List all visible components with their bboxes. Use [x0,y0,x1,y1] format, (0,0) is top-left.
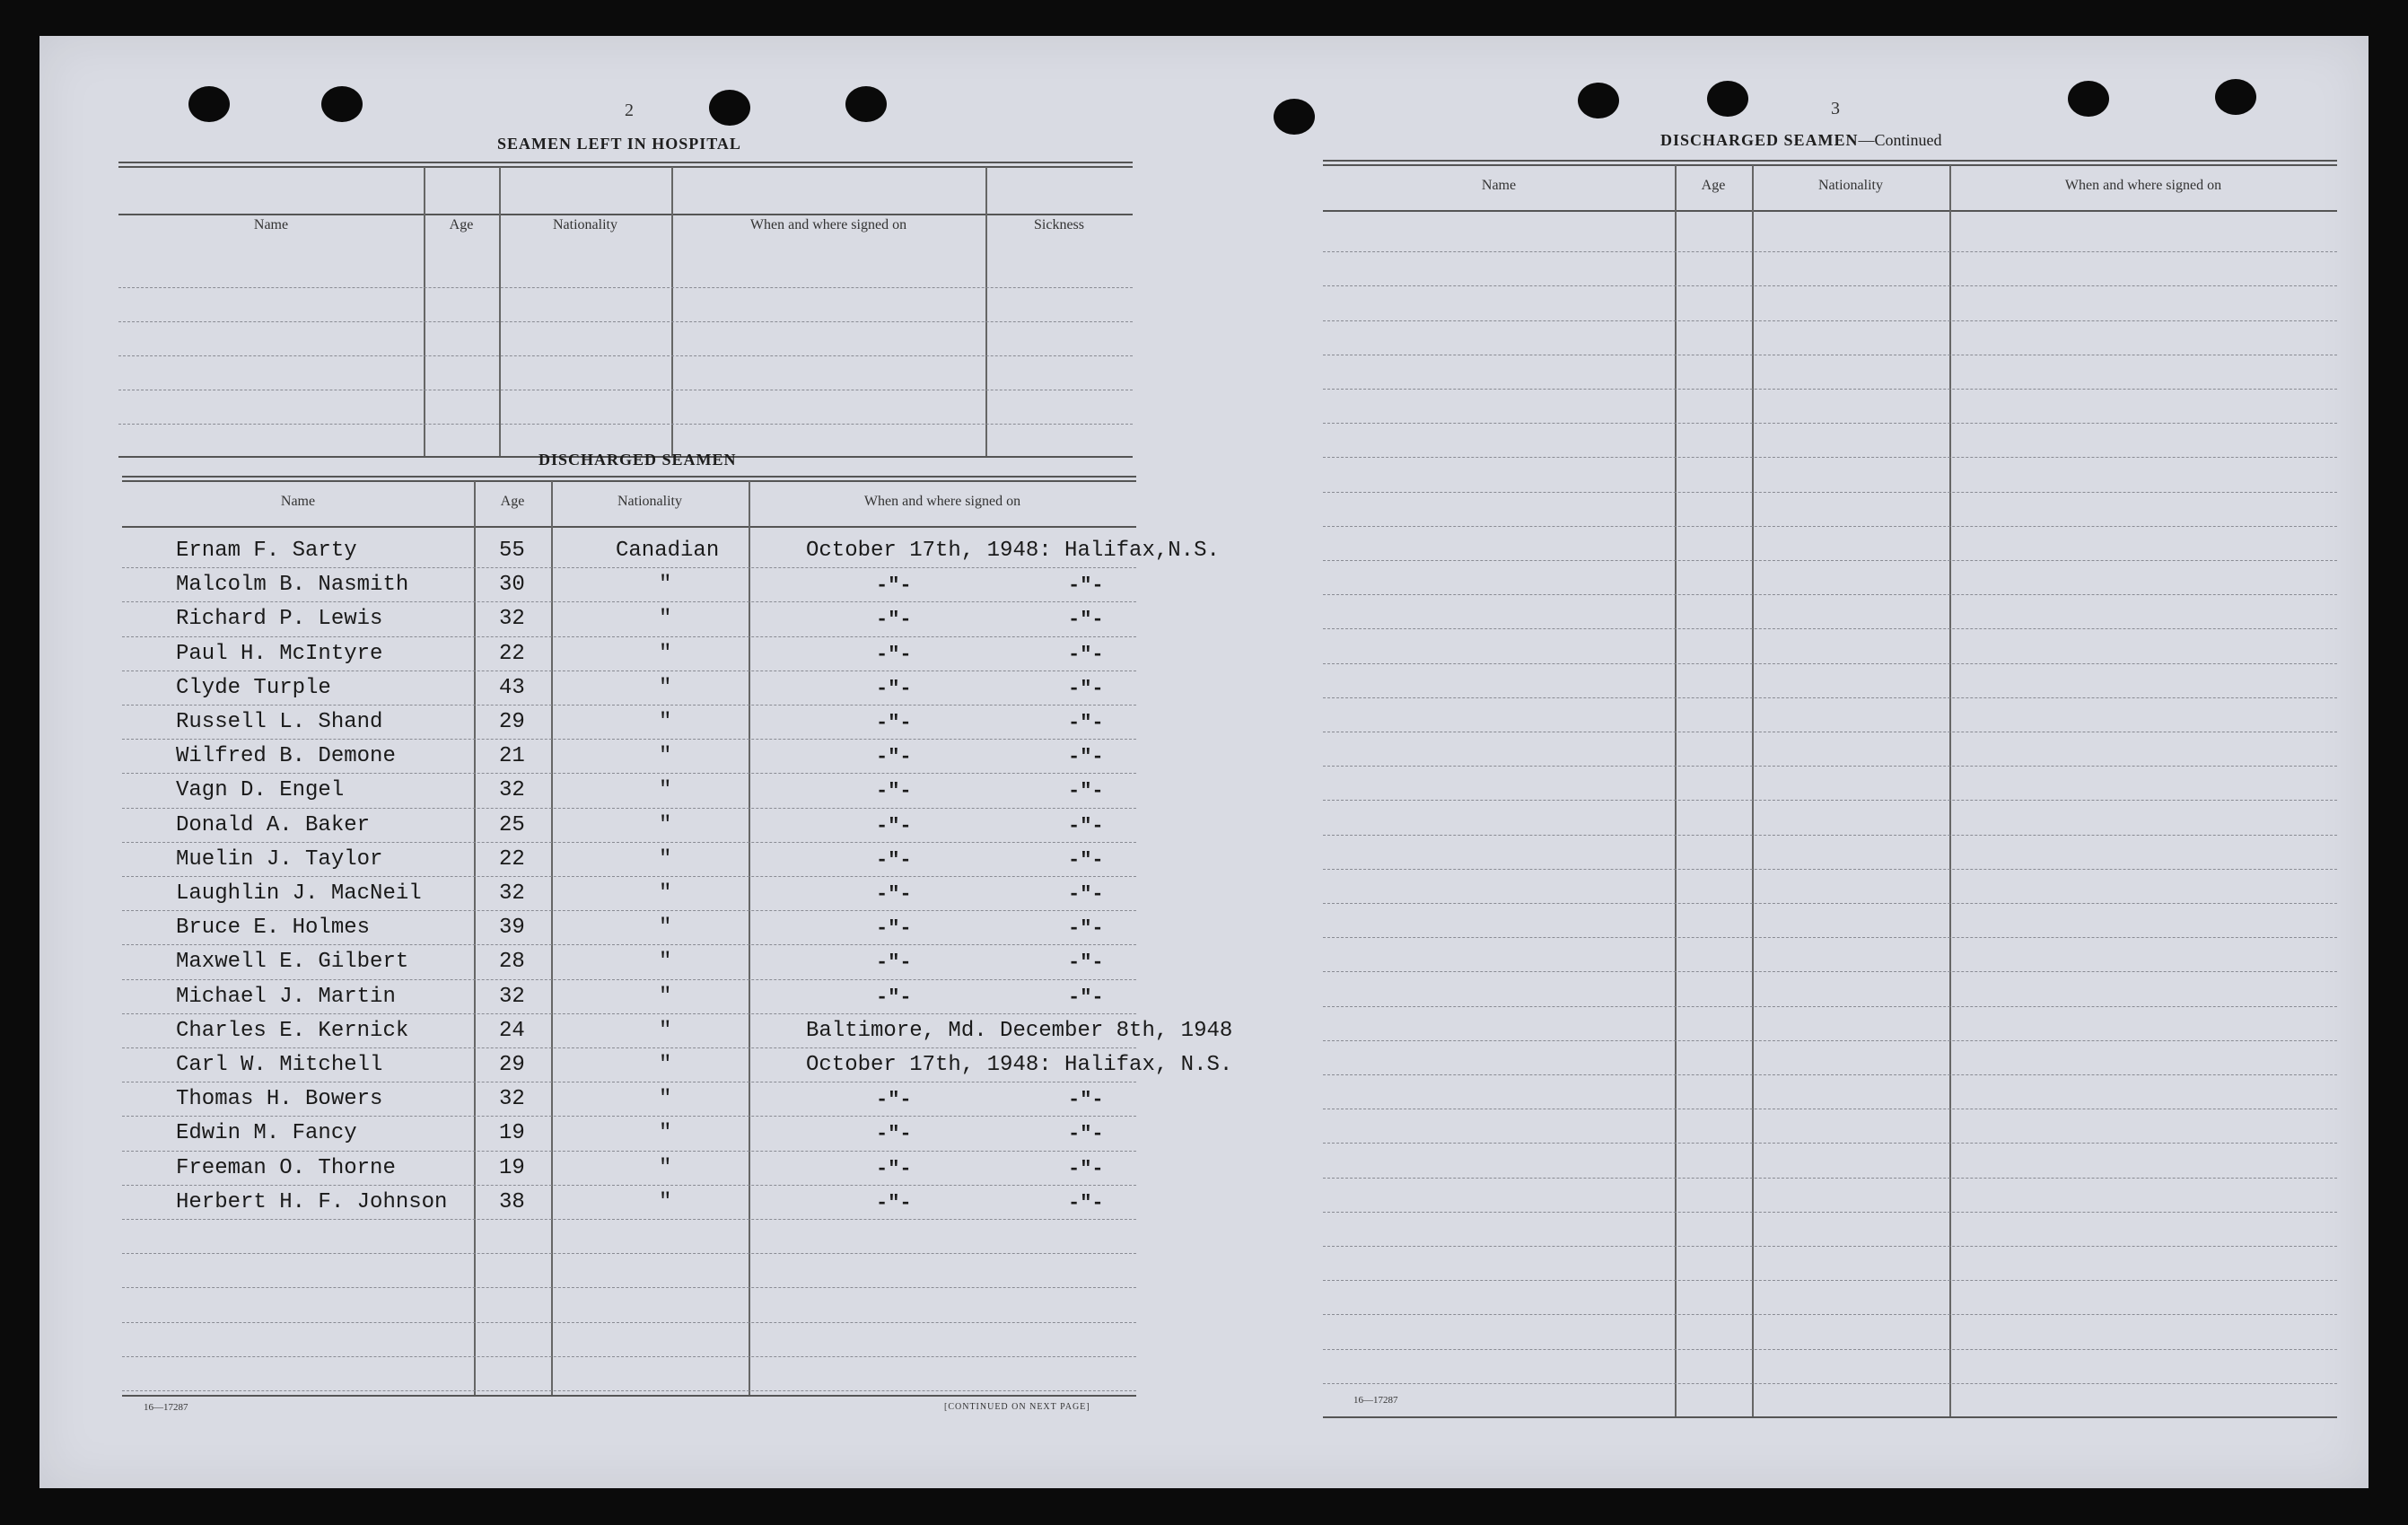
seaman-nationality: " [659,916,672,941]
ditto-mark: -"- [1068,712,1104,734]
ditto-mark: -"- [1068,986,1104,1009]
header-bottom-rule [1323,210,2337,212]
seaman-age: 43 [499,675,525,700]
seaman-age: 24 [499,1018,525,1043]
ditto-mark: -"- [1068,1089,1104,1112]
ditto-mark: -"- [876,1123,912,1146]
column-header-signed-on: When and where signed on [2064,178,2222,193]
row-line [122,1356,1136,1357]
row-line [1323,320,2337,321]
table-row [122,744,1136,778]
ditto-mark: -"- [1068,643,1104,666]
column-header-name: Name [253,217,289,232]
continued-note: [CONTINUED ON NEXT PAGE] [944,1402,1090,1412]
seaman-nationality: " [659,710,672,734]
row-line [1323,423,2337,424]
ditto-mark: -"- [1068,814,1104,837]
row-line [1323,1212,2337,1213]
row-line [1323,971,2337,972]
column-header-nationality: Nationality [1818,178,1883,193]
seaman-name: Ernam F. Sarty [176,539,357,563]
ditto-mark: -"- [876,643,912,666]
table-row [122,950,1136,984]
signed-on-details: October 17th, 1948: Halifax,N.S. [806,539,1220,563]
ditto-mark: -"- [1068,677,1104,700]
ditto-mark: -"- [876,1191,912,1214]
row-line [118,355,1133,356]
section-title-text: DISCHARGED SEAMEN [1660,131,1859,149]
seaman-name: Wilfred B. Demone [176,744,396,769]
ditto-mark: -"- [1068,917,1104,941]
continued-section-title [1660,131,1942,150]
table-row [122,642,1136,676]
row-line [1323,697,2337,698]
seaman-age: 32 [499,1087,525,1112]
seaman-age: 21 [499,744,525,769]
table-row [122,778,1136,812]
table-row [122,847,1136,881]
seaman-age: 19 [499,1121,525,1146]
column-header-nationality: Nationality [617,494,682,509]
seaman-name: Russell L. Shand [176,710,383,734]
page-number: 2 [625,101,634,120]
seaman-age: 39 [499,916,525,941]
table-row [122,607,1136,641]
column-header-age: Age [1701,178,1726,193]
right-page [1206,36,2364,1488]
column-header-signed-on: When and where signed on [749,217,907,232]
table-top-rule [122,476,1136,482]
row-line [1323,389,2337,390]
row-line [118,321,1133,322]
seaman-name: Charles E. Kernick [176,1018,409,1043]
document-sheet [39,36,2369,1488]
row-line [1323,1178,2337,1179]
seaman-nationality: " [659,573,672,598]
ditto-mark: -"- [876,1157,912,1180]
row-line [1323,835,2337,836]
row-line [1323,457,2337,458]
row-line [1323,1383,2337,1384]
table-row [122,710,1136,744]
row-line [1323,1246,2337,1247]
discharged-section-title: DISCHARGED SEAMEN [539,451,737,469]
row-line [1323,1040,2337,1041]
ditto-mark: -"- [1068,951,1104,975]
seaman-nationality: " [659,675,672,700]
seaman-name: Muelin J. Taylor [176,846,383,872]
ditto-mark: -"- [1068,746,1104,769]
ditto-mark: -"- [1068,1123,1104,1146]
seaman-name: Edwin M. Fancy [176,1121,357,1146]
seaman-name: Clyde Turple [176,675,331,700]
ditto-mark: -"- [876,746,912,769]
ditto-mark: -"- [876,917,912,941]
table-row [122,881,1136,916]
column-divider [671,167,673,456]
seaman-age: 28 [499,950,525,975]
table-row [122,1190,1136,1224]
form-number: 16—17287 [1353,1395,1398,1406]
ditto-mark: -"- [876,712,912,734]
ditto-mark: -"- [876,780,912,803]
row-line [1323,663,2337,664]
table-row [122,1018,1233,1053]
row-line [1323,1143,2337,1144]
seaman-nationality: " [659,641,672,666]
table-row [122,985,1136,1019]
row-line [1323,1280,2337,1281]
page-number: 3 [1831,99,1840,118]
ditto-mark: -"- [876,574,912,598]
seaman-name: Richard P. Lewis [176,607,383,632]
column-header-age: Age [500,494,525,509]
seaman-nationality: " [659,950,672,975]
column-divider [1949,165,1951,1416]
ditto-mark: -"- [1068,883,1104,906]
ditto-mark: -"- [876,677,912,700]
hospital-table [118,162,1133,458]
ditto-mark: -"- [1068,1157,1104,1180]
seaman-nationality: " [659,607,672,632]
row-line [1323,285,2337,286]
seaman-name: Michael J. Martin [176,984,396,1009]
seaman-nationality: " [659,984,672,1009]
seaman-age: 55 [499,539,525,563]
seaman-nationality: " [659,1053,672,1077]
row-line [1323,526,2337,527]
section-title-suffix: —Continued [1858,131,1942,149]
row-line [1323,1349,2337,1350]
row-line [1323,903,2337,904]
row-line [1323,766,2337,767]
row-line [122,1322,1136,1323]
row-line [1323,594,2337,595]
hospital-section-title: SEAMEN LEFT IN HOSPITAL [497,135,741,153]
seaman-nationality: " [659,1087,672,1112]
row-line [1323,492,2337,493]
seaman-nationality: " [659,1018,672,1043]
seaman-name: Donald A. Baker [176,812,371,837]
seaman-age: 32 [499,984,525,1009]
seaman-name: Thomas H. Bowers [176,1087,383,1112]
ditto-mark: -"- [876,814,912,837]
column-divider [1675,165,1677,1416]
discharged-table [122,476,1233,1400]
seaman-name: Vagn D. Engel [176,778,345,803]
signed-on-details: Baltimore, Md. December 8th, 1948 [806,1018,1233,1043]
seaman-nationality: " [659,1121,672,1146]
seaman-nationality: " [659,812,672,837]
table-top-rule [1323,160,2337,166]
column-divider [1752,165,1754,1416]
seaman-name: Herbert H. F. Johnson [176,1189,448,1214]
seaman-nationality: " [659,744,672,769]
row-line [122,1253,1136,1254]
ditto-mark: -"- [876,848,912,872]
column-divider [424,167,425,456]
column-divider [499,167,501,456]
row-line [118,424,1133,425]
seaman-age: 25 [499,812,525,837]
table-bottom-rule [122,1395,1136,1397]
table-row [122,573,1136,607]
row-line [1323,560,2337,561]
ditto-mark: -"- [1068,574,1104,598]
column-header-age: Age [449,217,474,232]
column-header-name: Name [280,494,316,509]
seaman-age: 19 [499,1155,525,1180]
column-header-sickness: Sickness [1034,217,1084,232]
seaman-nationality: Canadian [616,539,720,563]
form-number: 16—17287 [144,1402,188,1413]
row-line [1323,1314,2337,1315]
table-row [122,539,1220,573]
row-line [1323,1074,2337,1075]
seaman-name: Freeman O. Thorne [176,1155,396,1180]
row-line [1323,800,2337,801]
table-top-rule [118,162,1133,168]
ditto-mark: -"- [876,986,912,1009]
ditto-mark: -"- [876,1089,912,1112]
table-row [122,676,1136,710]
seaman-nationality: " [659,846,672,872]
ditto-mark: -"- [1068,780,1104,803]
seaman-age: 32 [499,607,525,632]
row-line [1323,869,2337,870]
table-bottom-rule [1323,1416,2337,1418]
column-header-signed-on: When and where signed on [863,494,1021,509]
seaman-name: Carl W. Mitchell [176,1053,383,1077]
seaman-name: Maxwell E. Gilbert [176,950,409,975]
seaman-nationality: " [659,881,672,906]
row-line [1323,628,2337,629]
header-bottom-rule [118,214,1133,215]
seaman-name: Paul H. McIntyre [176,641,383,666]
ditto-mark: -"- [1068,1191,1104,1214]
seaman-age: 22 [499,641,525,666]
seaman-nationality: " [659,778,672,803]
seaman-age: 22 [499,846,525,872]
table-row [122,1121,1136,1155]
column-header-name: Name [1481,178,1517,193]
ditto-mark: -"- [876,951,912,975]
column-header-nationality: Nationality [553,217,617,232]
table-row [122,1087,1136,1121]
seaman-age: 32 [499,881,525,906]
seaman-age: 30 [499,573,525,598]
seaman-name: Malcolm B. Nasmith [176,573,409,598]
row-line [1323,937,2337,938]
ditto-mark: -"- [1068,848,1104,872]
seaman-age: 29 [499,710,525,734]
header-bottom-rule [122,526,1136,528]
seaman-age: 38 [499,1189,525,1214]
seaman-age: 32 [499,778,525,803]
table-row [122,1156,1136,1190]
row-line [118,287,1133,288]
seaman-nationality: " [659,1155,672,1180]
row-line [1323,1006,2337,1007]
table-row [122,916,1136,950]
row-line [1323,251,2337,252]
row-line [122,1287,1136,1288]
column-divider [985,167,987,456]
seaman-nationality: " [659,1189,672,1214]
seaman-name: Laughlin J. MacNeil [176,881,422,906]
ditto-mark: -"- [876,609,912,632]
left-page [39,36,1233,1488]
signed-on-details: October 17th, 1948: Halifax, N.S. [806,1053,1233,1077]
seaman-age: 29 [499,1053,525,1077]
seaman-name: Bruce E. Holmes [176,916,371,941]
discharged-continued-table [1323,160,2337,1420]
table-row [122,1053,1233,1087]
ditto-mark: -"- [876,883,912,906]
table-row [122,813,1136,847]
row-line [122,1390,1136,1391]
ditto-mark: -"- [1068,609,1104,632]
